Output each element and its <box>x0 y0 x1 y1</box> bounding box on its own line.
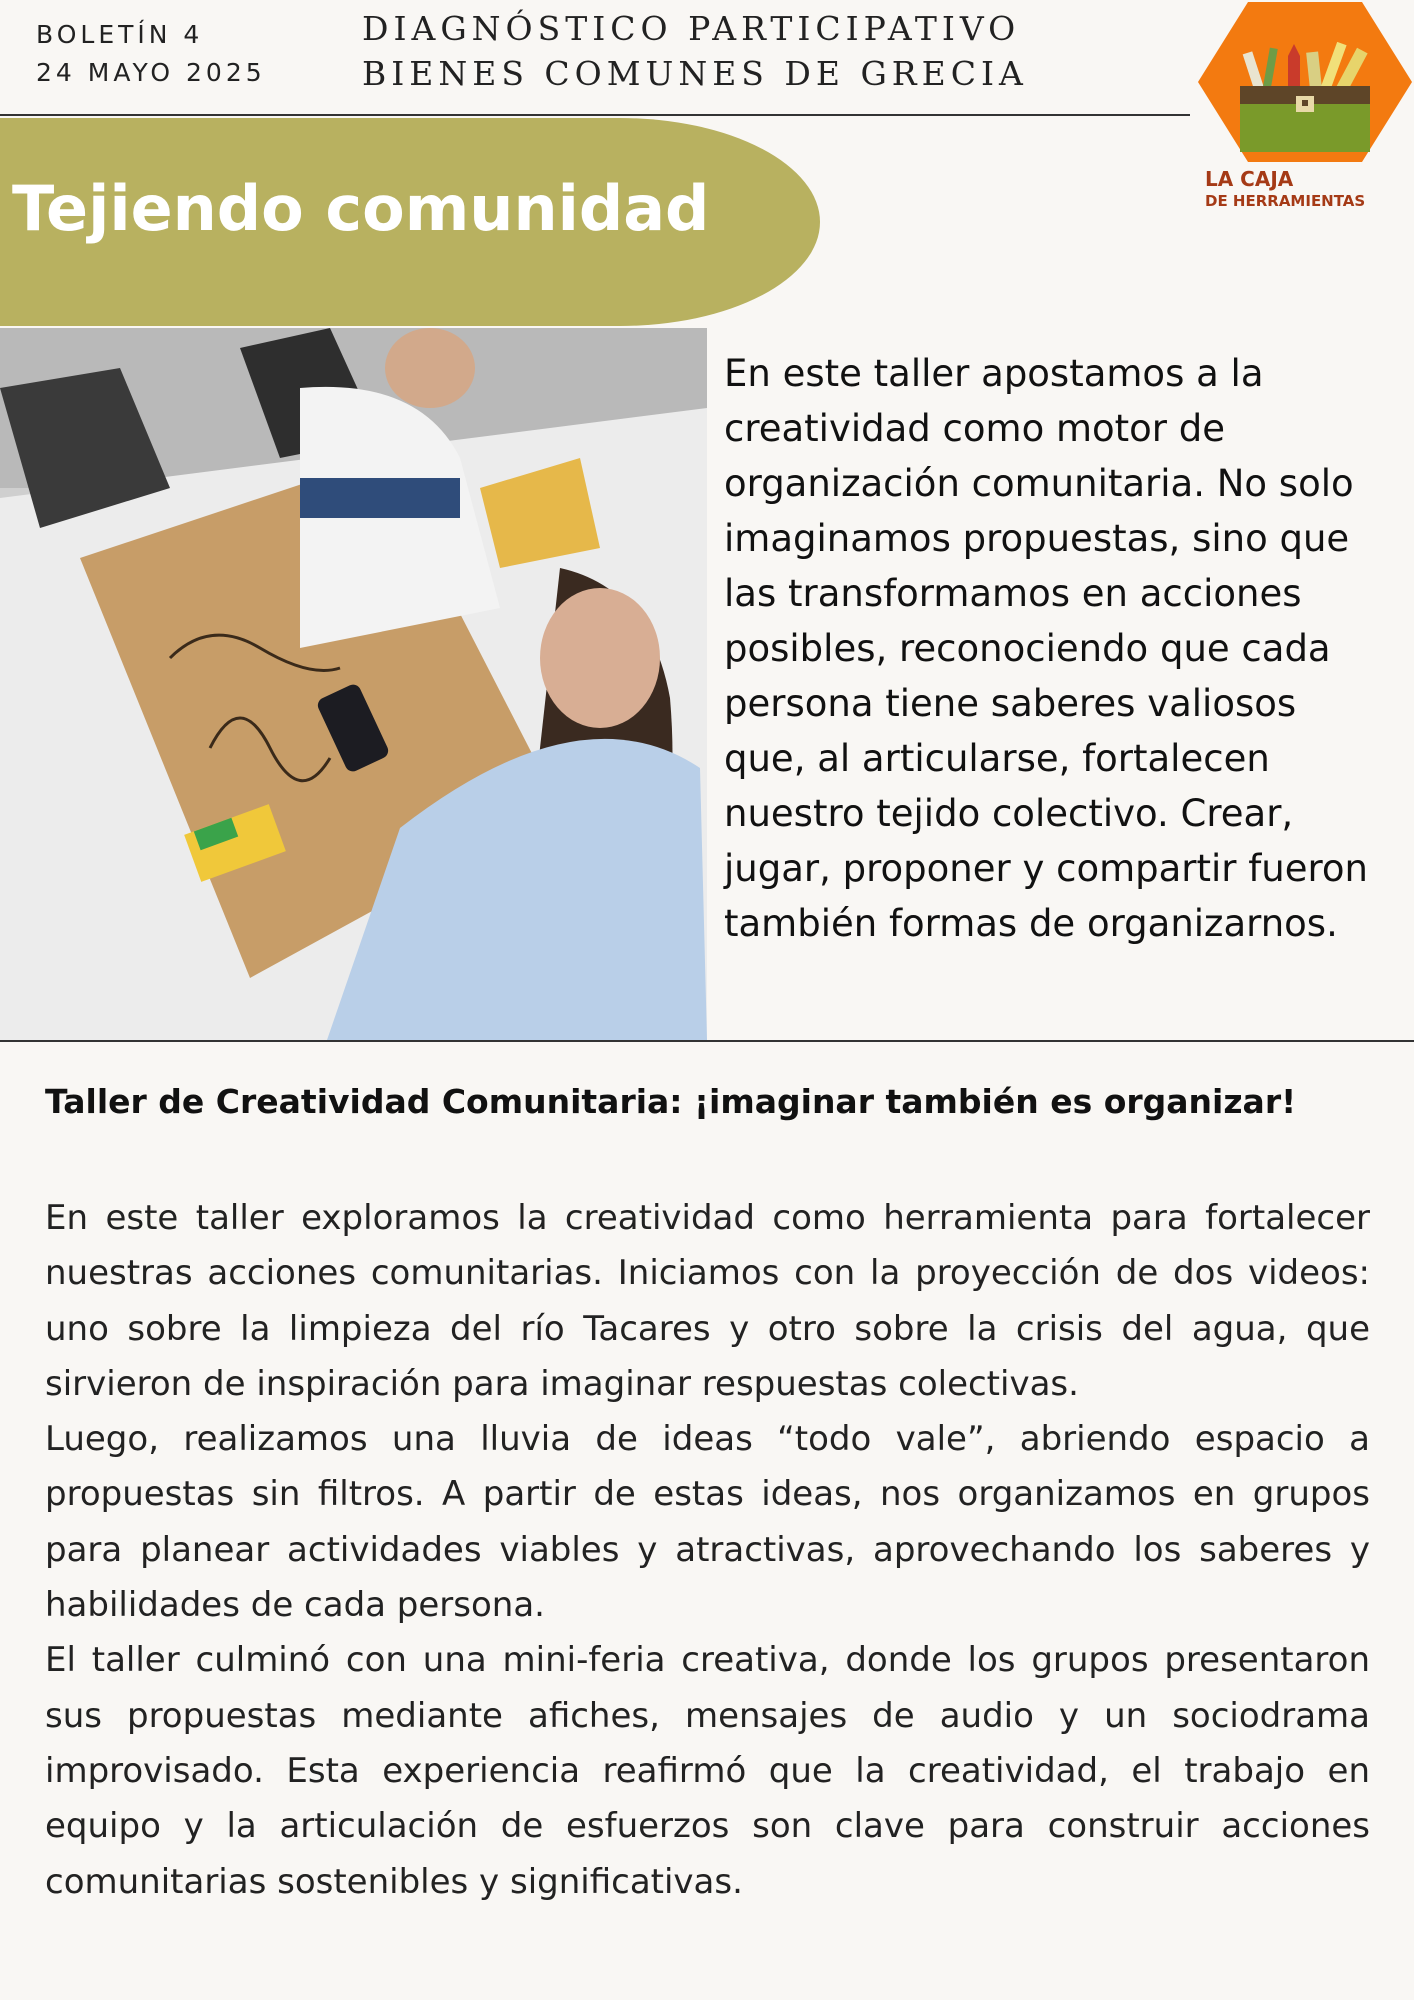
issue-number: BOLETÍN 4 <box>36 20 204 49</box>
section-divider <box>0 1040 1414 1042</box>
logo-line1: LA CAJA <box>1205 167 1294 191</box>
intro-text: En este taller apostamos a la creatividad como motor de organización comunitaria. No solo imaginamos propuestas, sino que las transformamos en acciones posibles, reconociendo que cada persona tiene saberes valiosos que, al articularse, fortalecen nuestro tejido colectivo. Crear, jugar, proponer y compartir fueron también formas de organizarnos. <box>724 352 1368 945</box>
newsletter-title <box>362 6 1028 96</box>
article-paragraph: Luego, realizamos una lluvia de ideas “todo vale”, abriendo espacio a propuestas sin filtros. A partir de estas ideas, nos organizamos en grupos para planear actividades viables y atractivas, aprovechando los saberes y habilidades de cada persona. <box>45 1419 1370 1626</box>
newsletter-title-line1: DIAGNÓSTICO PARTICIPATIVO <box>362 9 1021 48</box>
workshop-photo <box>0 328 707 1040</box>
article-paragraph: El taller culminó con una mini-feria creativa, donde los grupos presentaron sus propuestas mediante afiches, mensajes de audio y un sociodrama improvisado. Esta experiencia reafirmó que la creatividad, el trabajo en equipo y la articulación de esfuerzos son clave para construir acciones comunitarias sostenibles y significativas. <box>45 1640 1370 1902</box>
article-body <box>45 1191 1370 1910</box>
issue-date: 24 MAYO 2025 <box>36 58 266 87</box>
article-heading: Taller de Creatividad Comunitaria: ¡imaginar también es organizar! <box>45 1082 1297 1121</box>
page-title: Tejiendo comunidad <box>12 172 710 245</box>
issue-info <box>36 16 266 92</box>
newsletter-title-line2: BIENES COMUNES DE GRECIA <box>362 54 1028 93</box>
logo-wordmark <box>1205 168 1405 212</box>
article-paragraph: En este taller exploramos la creatividad como herramienta para fortalecer nuestras acciones comunitarias. Iniciamos con la proyección de dos videos: uno sobre la limpieza del río Tacares y otro sobre la crisis del agua, que sirvieron de inspiración para imaginar respuestas colectivas. <box>45 1198 1370 1404</box>
logo-line2: DE HERRAMIENTAS <box>1205 192 1366 210</box>
header-divider <box>0 114 1190 116</box>
